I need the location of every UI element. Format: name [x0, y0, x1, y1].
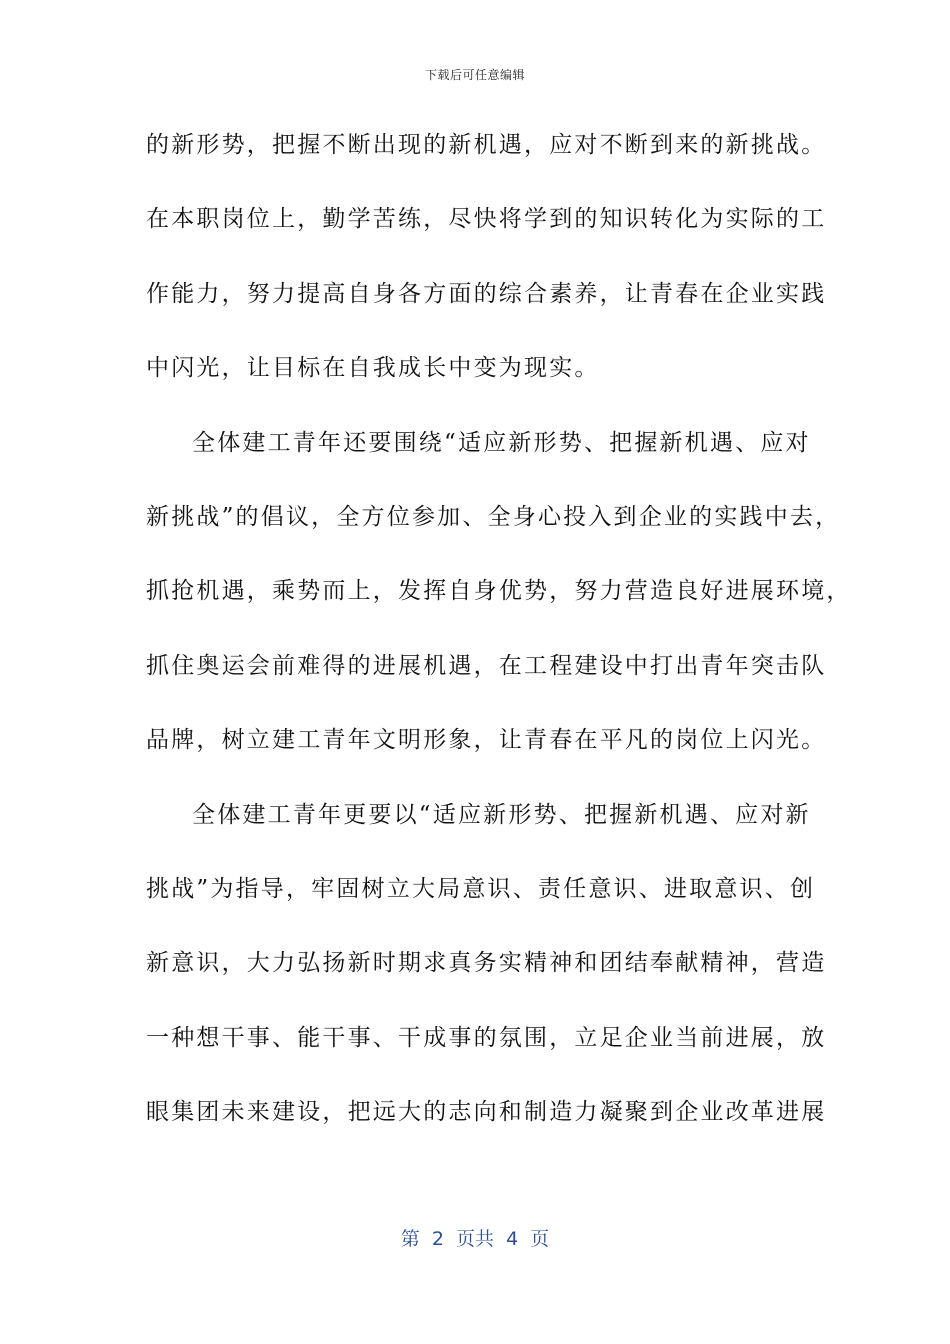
text-line: 挑战”为指导，牢固树立大局意识、责任意识、进取意识、创	[146, 875, 816, 902]
text-line: 的新形势，把握不断出现的新机遇，应对不断到来的新挑战。	[146, 132, 827, 158]
text-line: 抓住奥运会前难得的进展机遇，在工程建设中打出青年突击队	[146, 652, 827, 679]
page-number-footer: 第 2 页共 4 页	[400, 1228, 550, 1250]
header-note: 下载后可任意编辑	[424, 68, 525, 82]
text-line: 品牌，树立建工青年文明形象，让青春在平凡的岗位上闪光。	[146, 727, 827, 754]
document-body	[146, 120, 852, 1161]
text-line: 一种想干事、能干事、干成事的氛围，立足企业当前进展，放	[146, 1024, 827, 1051]
text-line: 在本职岗位上，勤学苦练，尽快将学到的知识转化为实际的工	[146, 206, 827, 233]
text-line: 新意识，大力弘扬新时期求真务实精神和团结奉献精神，营造	[146, 950, 827, 977]
text-line: 眼集团未来建设，把远大的志向和制造力凝聚到企业改革进展	[146, 1099, 827, 1126]
paragraph-first-line: 全体建工青年更要以“适应新形势、把握新机遇、应对新	[192, 801, 811, 828]
text-line: 作能力，努力提高自身各方面的综合素养，让青春在企业实践	[146, 280, 827, 307]
text-line: 新挑战”的倡议，全方位参加、全身心投入到企业的实践中去，	[146, 503, 841, 530]
paragraph-first-line: 全体建工青年还要围绕“适应新形势、把握新机遇、应对	[192, 429, 811, 456]
text-line: 抓抢机遇，乘势而上，发挥自身优势，努力营造良好进展环境，	[146, 578, 852, 605]
text-line: 中闪光，让目标在自我成长中变为现实。	[146, 355, 600, 382]
